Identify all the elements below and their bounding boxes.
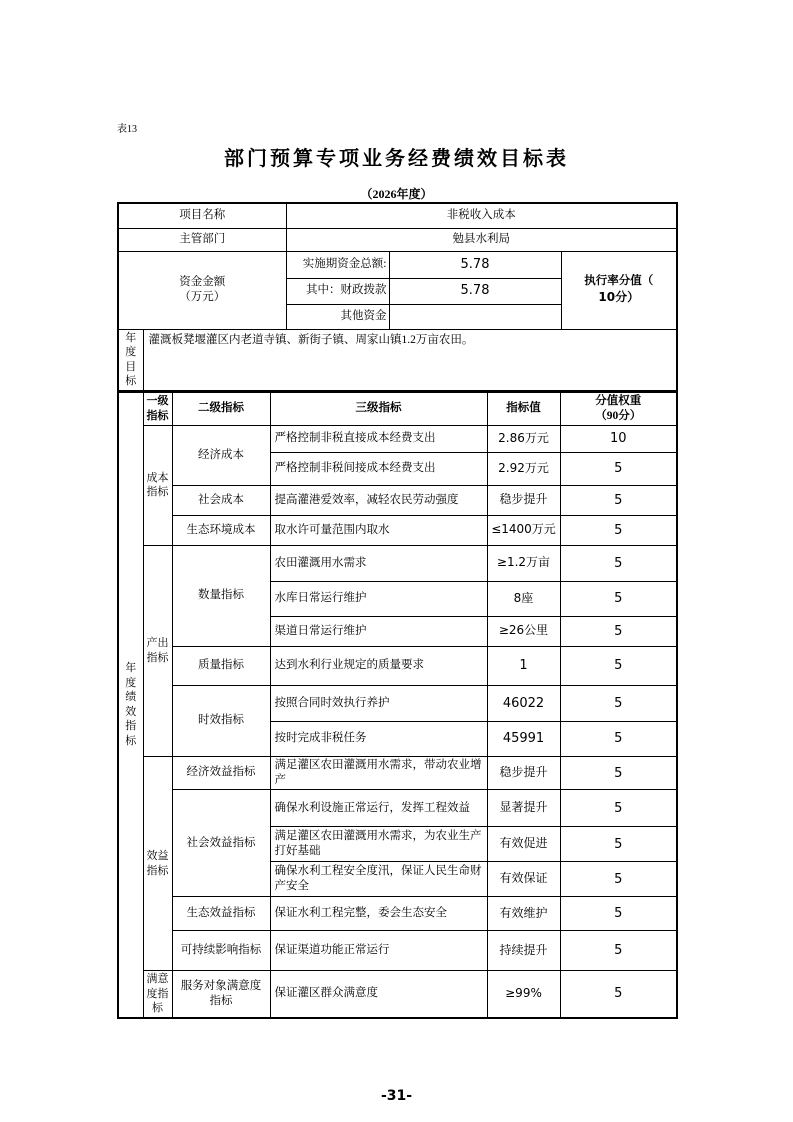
level3-cell: 保证渠道功能正常运行 (270, 931, 487, 971)
budget-table-wrap (117, 202, 677, 1019)
table-row (118, 425, 677, 452)
level3-cell: 提高灌港爱效率，减轻农民劳动强度 (270, 485, 487, 515)
value-cell: 有效促进 (487, 827, 560, 862)
value-cell: 显著提升 (487, 790, 560, 827)
score-cell: 5 (560, 721, 677, 756)
table-row (118, 228, 677, 251)
score-cell: 5 (560, 646, 677, 685)
value-cell: 持续提升 (487, 931, 560, 971)
fund-fiscal-label: 其中：财政拨款 (286, 278, 389, 304)
header-level3: 三级指标 (270, 392, 487, 426)
level3-cell: 严格控制非税间接成本经费支出 (270, 452, 487, 485)
level3-cell: 按时完成非税任务 (270, 721, 487, 756)
level3-cell: 达到水利行业规定的质量要求 (270, 646, 487, 685)
exec-rate-line2: 10分） (598, 289, 640, 304)
level2-cell: 社会效益指标 (172, 790, 270, 897)
table-row (118, 251, 677, 278)
annual-goal-text: 灌溉板凳堰灌区内老道寺镇、新街子镇、周家山镇1.2万亩农田。 (143, 329, 677, 391)
level3-cell: 保证灌区群众满意度 (270, 971, 487, 1018)
score-cell: 5 (560, 685, 677, 721)
score-cell: 5 (560, 545, 677, 581)
score-cell: 5 (560, 616, 677, 646)
level3-cell: 保证水利工程完整，委会生态安全 (270, 897, 487, 931)
level3-cell: 农田灌溉用水需求 (270, 545, 487, 581)
level2-cell: 服务对象满意度指标 (172, 971, 270, 1018)
value-cell: 稳步提升 (487, 756, 560, 789)
value-cell: 8座 (487, 581, 560, 616)
level2-cell: 可持续影响指标 (172, 931, 270, 971)
table-row (118, 329, 677, 391)
project-name-label: 项目名称 (118, 203, 286, 228)
score-cell: 5 (560, 931, 677, 971)
annual-goal-label: 年度目标 (118, 329, 143, 391)
level1-benefit: 效益指标 (143, 756, 172, 970)
fund-other-value (389, 304, 561, 329)
table-row (118, 545, 677, 581)
table-number: 表13 (117, 124, 137, 135)
value-cell: 2.92万元 (487, 452, 560, 485)
score-cell: 5 (560, 756, 677, 789)
table-row (118, 646, 677, 685)
level3-cell: 渠道日常运行维护 (270, 616, 487, 646)
level2-cell: 生态效益指标 (172, 897, 270, 931)
score-cell: 5 (560, 485, 677, 515)
value-cell: ≥26公里 (487, 616, 560, 646)
header-level1: 一级指标 (143, 392, 172, 426)
page-title: 部门预算专项业务经费绩效目标表 (224, 148, 569, 170)
exec-rate-line1: 执行率分值（ (584, 275, 654, 288)
header-weight (560, 392, 677, 426)
value-cell: 2.86万元 (487, 425, 560, 452)
score-cell: 5 (560, 971, 677, 1018)
fund-amount-label-line1: 资金金额 (179, 275, 226, 288)
level3-cell: 确保水利工程安全度汛，保证人民生命财产安全 (270, 862, 487, 897)
level2-cell: 经济成本 (172, 425, 270, 485)
department-label: 主管部门 (118, 228, 286, 251)
indicator-header-row (118, 392, 677, 426)
table-row (118, 203, 677, 228)
side-label-annual-performance: 年度绩效指标 (118, 392, 143, 1018)
value-cell: 稳步提升 (487, 485, 560, 515)
header-weight-line2: （90分） (595, 409, 642, 422)
page-number: -31- (380, 1088, 413, 1104)
level3-cell: 满足灌区农田灌溉用水需求，带动农业增产 (270, 756, 487, 789)
table-row (118, 756, 677, 789)
value-cell: 有效维护 (487, 897, 560, 931)
value-cell: 45991 (487, 721, 560, 756)
indicator-table (117, 391, 678, 1019)
exec-rate-score-label (561, 251, 677, 329)
project-name-value: 非税收入成本 (286, 203, 677, 228)
page-subtitle: （2026年度） (360, 187, 433, 201)
score-cell: 10 (560, 425, 677, 452)
department-value: 勉县水利局 (286, 228, 677, 251)
header-value: 指标值 (487, 392, 560, 426)
fund-amount-label-line2: （万元） (179, 291, 226, 303)
level2-cell: 经济效益指标 (172, 756, 270, 789)
value-cell: ≥1.2万亩 (487, 545, 560, 581)
level3-cell: 按照合同时效执行养护 (270, 685, 487, 721)
header-weight-line1: 分值权重 (595, 394, 642, 407)
table-row (118, 931, 677, 971)
table-row (118, 515, 677, 545)
value-cell: ≥99% (487, 971, 560, 1018)
value-cell: 46022 (487, 685, 560, 721)
level3-cell: 确保水利设施正常运行，发挥工程效益 (270, 790, 487, 827)
level2-cell: 时效指标 (172, 685, 270, 756)
table-row (118, 897, 677, 931)
level2-cell: 数量指标 (172, 545, 270, 646)
score-cell: 5 (560, 581, 677, 616)
level2-cell: 生态环境成本 (172, 515, 270, 545)
fund-amount-label (118, 251, 286, 329)
fund-fiscal-value: 5.78 (389, 278, 561, 304)
score-cell: 5 (560, 515, 677, 545)
info-table (117, 202, 678, 392)
header-level2: 二级指标 (172, 392, 270, 426)
table-row (118, 971, 677, 1018)
level3-cell: 严格控制非税直接成本经费支出 (270, 425, 487, 452)
score-cell: 5 (560, 897, 677, 931)
value-cell: 1 (487, 646, 560, 685)
level1-cost: 成本指标 (143, 425, 172, 545)
table-row (118, 790, 677, 827)
table-row (118, 685, 677, 721)
value-cell: 有效保证 (487, 862, 560, 897)
score-cell: 5 (560, 827, 677, 862)
level1-satisfaction: 满意度指标 (143, 971, 172, 1018)
level3-cell: 满足灌区农田灌溉用水需求，为农业生产打好基础 (270, 827, 487, 862)
fund-total-label: 实施期资金总额: (286, 251, 389, 278)
table-row (118, 485, 677, 515)
level3-cell: 水库日常运行维护 (270, 581, 487, 616)
score-cell: 5 (560, 790, 677, 827)
score-cell: 5 (560, 862, 677, 897)
level1-output: 产出指标 (143, 545, 172, 756)
fund-total-value: 5.78 (389, 251, 561, 278)
level2-cell: 质量指标 (172, 646, 270, 685)
fund-other-label: 其他资金 (286, 304, 389, 329)
level3-cell: 取水许可量范围内取水 (270, 515, 487, 545)
value-cell: ≤1400万元 (487, 515, 560, 545)
score-cell: 5 (560, 452, 677, 485)
level2-cell: 社会成本 (172, 485, 270, 515)
